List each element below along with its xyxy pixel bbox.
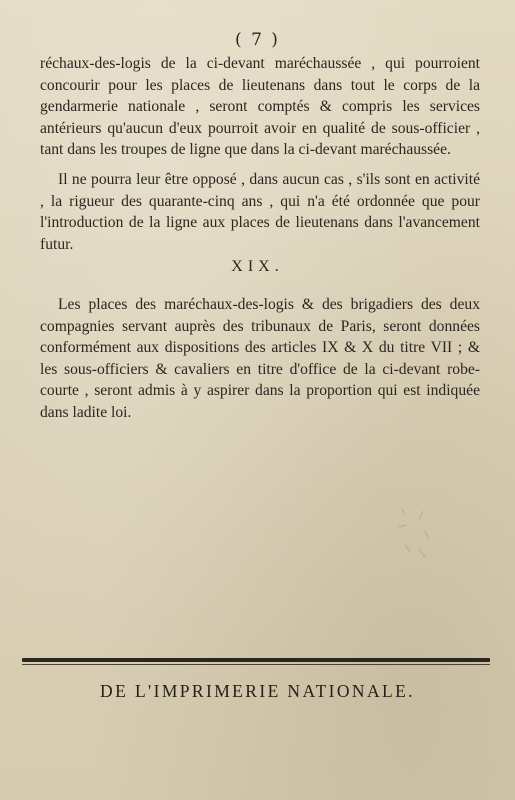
paragraph-text: réchaux-des-logis de la ci-devant maréchaussée , qui pourroient concourir pour les places de lieutenans dans tout le corps de la gendarmerie nationale , seront comptés & compris les services antérieurs qu'aucun d'eux pourroit avoir en qualité de sous-officier , tant dans les troupes de ligne que dans la ci-devant maréchaussée. (40, 55, 480, 159)
paper-stain (395, 505, 435, 565)
printer-imprint: DE L'IMPRIMERIE NATIONALE. (100, 681, 415, 701)
paragraph-text: Les places des maréchaux-des-logis & des brigadiers des deux compagnies servant auprès des tribunaux de Paris, seront données conformément aux dispositions des articles IX & X du titre VII ; & les sous-officiers & cavaliers en titre d'office de la ci-devant robe-courte , seront admis à y aspirer dans la proportion qui est indiquée dans ladite loi. (40, 296, 480, 421)
divider-rule-thick (22, 658, 490, 662)
divider-rule-thin (22, 664, 490, 665)
page-number: ( 7 ) (235, 30, 280, 50)
paragraph-age-rule (40, 169, 480, 255)
paragraph-article-xix (40, 294, 480, 424)
article-heading: XIX. (231, 258, 284, 275)
paragraph-text: Il ne pourra leur être opposé , dans aucun cas , s'ils sont en activité , la rigueur des quarante-cinq ans , qui n'a été ordonnée que pour l'introduction de la ligne aux places de lieutenans dans l'avancement futur. (40, 171, 480, 253)
paragraph-continuation (40, 53, 480, 161)
